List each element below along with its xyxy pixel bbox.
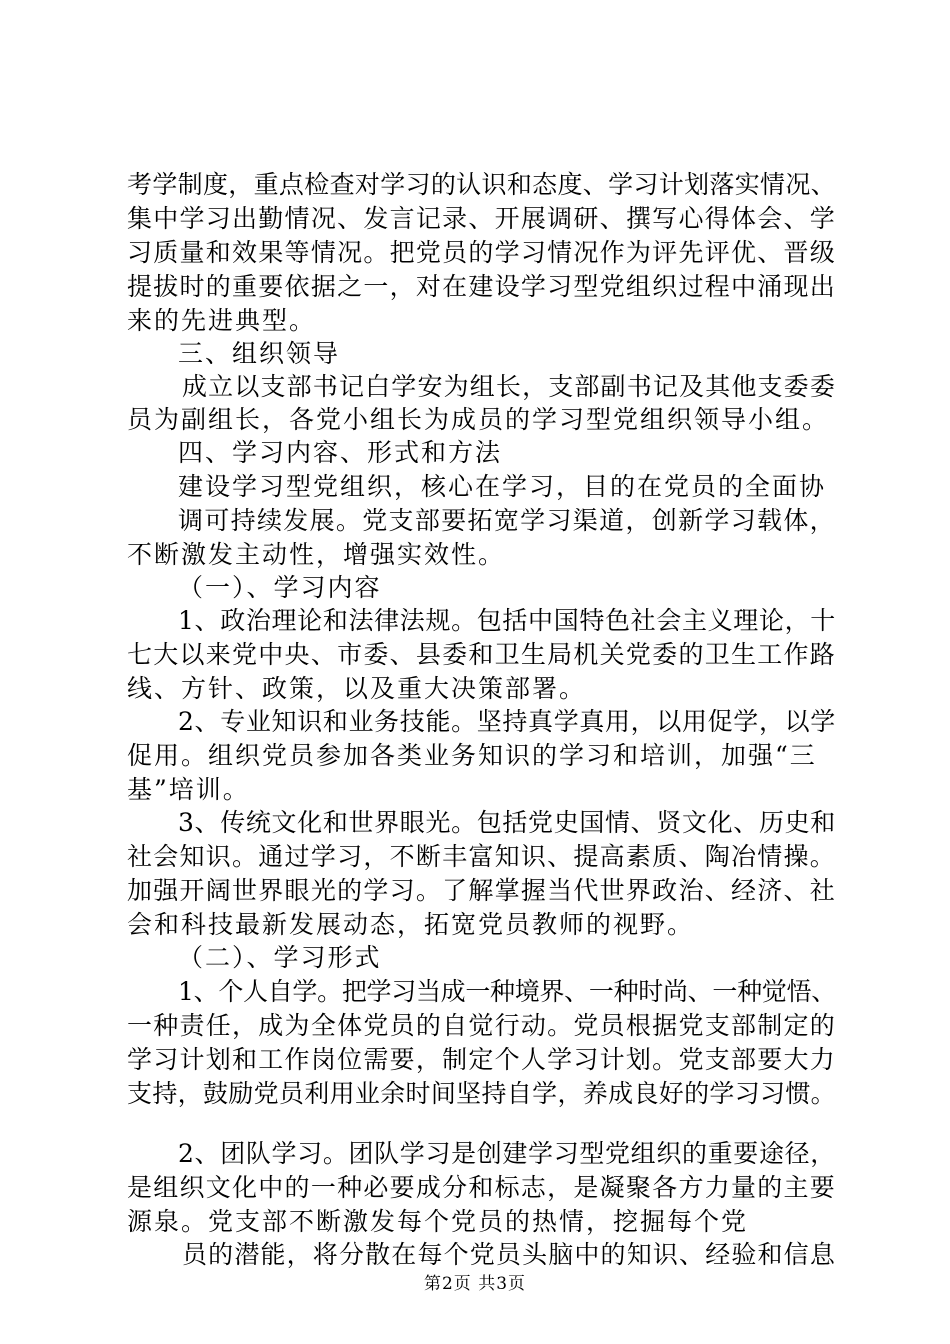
- body-text-line: 基”培训。: [127, 775, 250, 804]
- body-text-line: 提拔时的重要依据之一，对在建设学习型党组织过程中涌现出: [127, 272, 837, 301]
- body-text-line: 线、方针、政策，以及重大决策部署。: [127, 674, 587, 703]
- page-number-footer: 第2页 共3页: [423, 1274, 527, 1294]
- body-text-line: 社会知识。通过学习，不断丰富知识、提高素质、陶冶情操。: [127, 842, 837, 871]
- body-text-line: 成立以支部书记白学安为组长，支部副书记及其他支委委: [182, 372, 837, 401]
- body-text-line: 2、专业知识和业务技能。坚持真学真用，以用促学，以学: [178, 707, 836, 736]
- body-text-line: 促用。组织党员参加各类业务知识的学习和培训，加强“三: [127, 741, 817, 770]
- body-text-line: 3、传统文化和世界眼光。包括党史国情、贤文化、历史和: [178, 808, 836, 837]
- body-text-line: 支持，鼓励党员利用业余时间坚持自学，养成良好的学习习惯。: [127, 1079, 837, 1108]
- body-text-line: 源泉。党支部不断激发每个党员的热情，挖掘每个党: [127, 1207, 749, 1236]
- body-text-line: 员为副组长，各党小组长为成员的学习型党组织领导小组。: [127, 405, 830, 434]
- body-text-line: 会和科技最新发展动态，拓宽党员教师的视野。: [127, 910, 695, 939]
- section-heading: 四、学习内容、形式和方法: [178, 438, 503, 467]
- body-text-line: 来的先进典型。: [127, 306, 317, 335]
- body-text-line: 七大以来党中央、市委、县委和卫生局机关党委的卫生工作路: [127, 640, 837, 669]
- body-text-line: 2、团队学习。团队学习是创建学习型党组织的重要途径，: [178, 1139, 836, 1168]
- body-text-line: 1、政治理论和法律法规。包括中国特色社会主义理论，十: [178, 606, 836, 635]
- section-heading: 三、组织领导: [178, 339, 341, 368]
- subsection-heading: （二）、学习形式: [178, 943, 382, 972]
- body-text-line: 员的潜能，将分散在每个党员头脑中的知识、经验和信息: [182, 1240, 837, 1269]
- body-text-line: 一种责任，成为全体党员的自觉行动。党员根据党支部制定的: [127, 1011, 837, 1040]
- subsection-heading: （一）、学习内容: [178, 573, 382, 602]
- body-text-line: 加强开阔世界眼光的学习。了解掌握当代世界政治、经济、社: [127, 876, 837, 905]
- body-text-line: 集中学习出勤情况、发言记录、开展调研、撰写心得体会、学: [127, 204, 837, 233]
- body-text-line: 不断激发主动性，增强实效性。: [127, 540, 506, 569]
- body-text-line: 考学制度，重点检查对学习的认识和态度、学习计划落实情况、: [127, 170, 837, 199]
- body-text-line: 习质量和效果等情况。把党员的学习情况作为评先评优、晋级: [127, 238, 837, 267]
- body-text-line: 学习计划和工作岗位需要，制定个人学习计划。党支部要大力: [127, 1045, 837, 1074]
- body-text-line: 建设学习型党组织，核心在学习，目的在党员的全面协: [178, 472, 827, 501]
- body-text-line: 是组织文化中的一种必要成分和标志，是凝聚各方力量的主要: [127, 1173, 837, 1202]
- body-text-line: 调可持续发展。党支部要拓宽学习渠道，创新学习载体，: [178, 506, 837, 535]
- body-text-line: 1、个人自学。把学习当成一种境界、一种时尚、一种觉悟、: [178, 977, 836, 1006]
